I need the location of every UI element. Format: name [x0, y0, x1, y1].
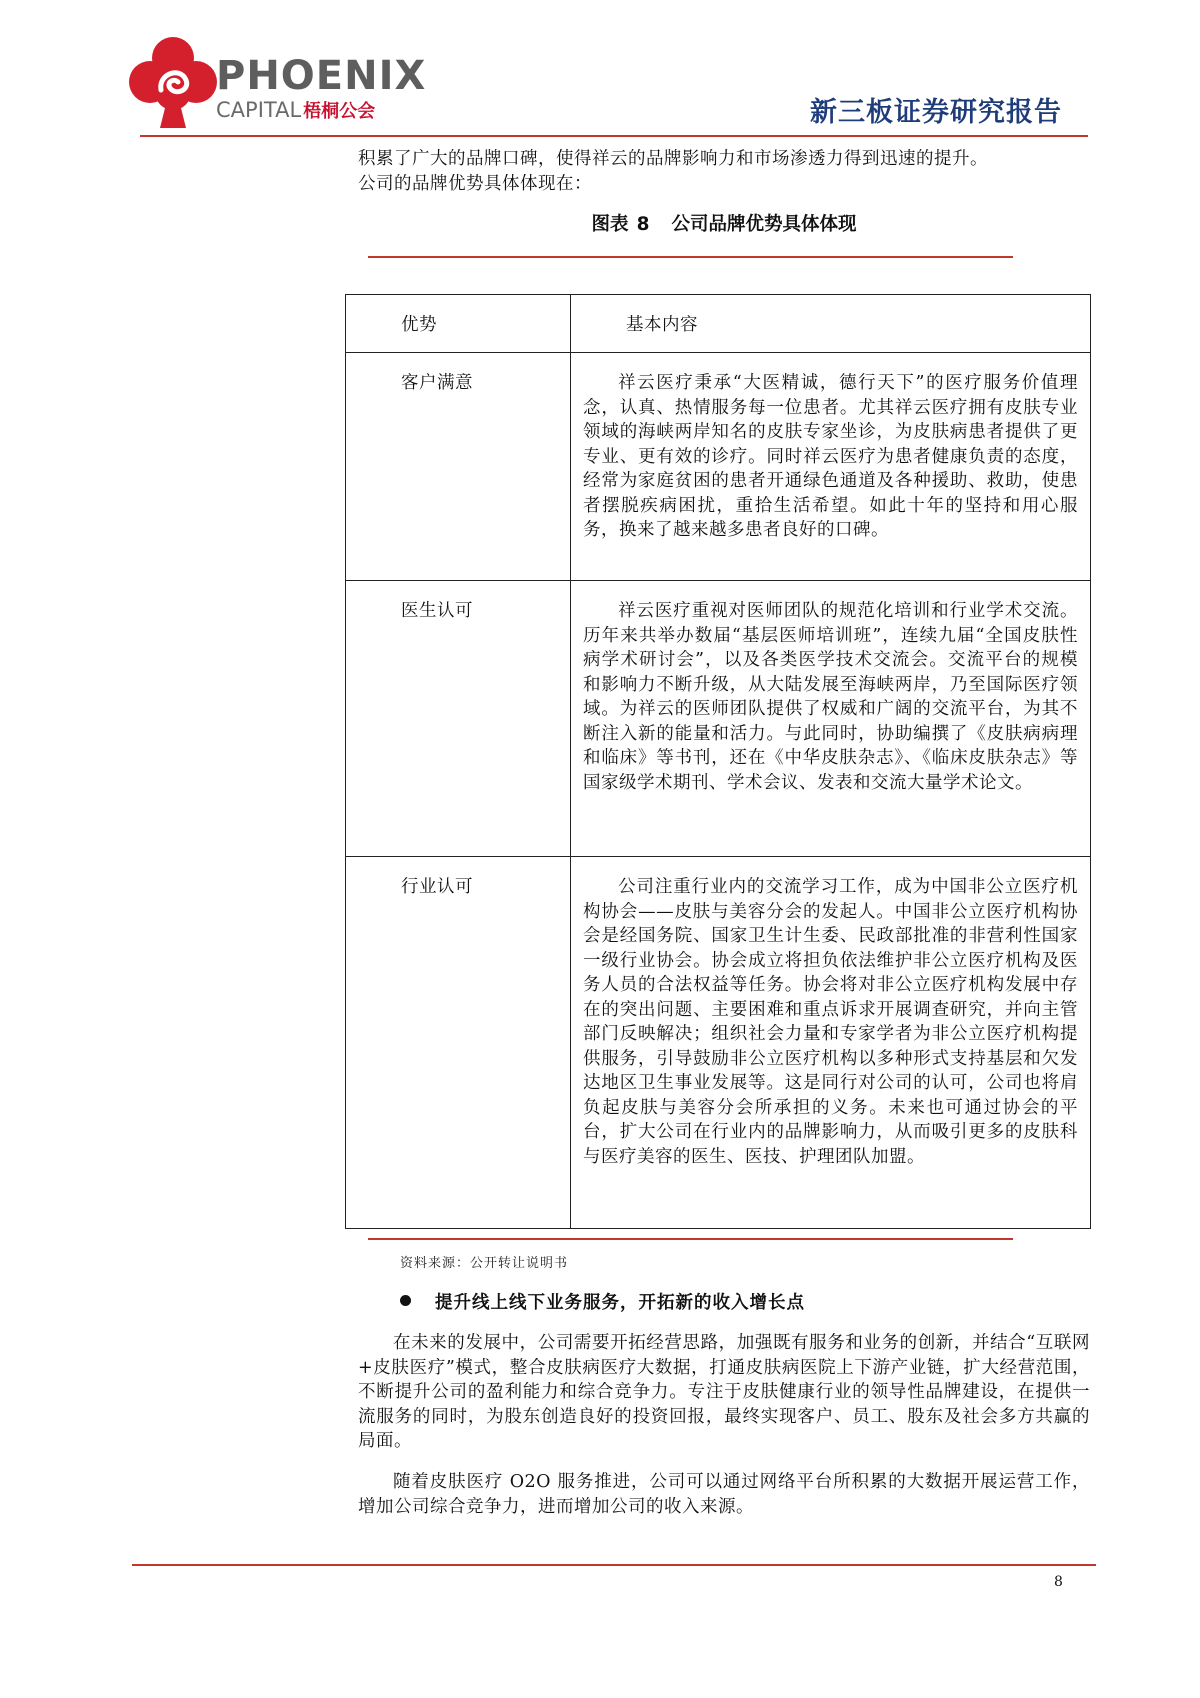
phoenix-logo-icon — [128, 34, 218, 130]
table-row — [346, 581, 1091, 857]
section-bullet-heading — [400, 1289, 805, 1314]
brand-logo-text — [216, 53, 427, 124]
figure-top-rule — [368, 256, 1013, 258]
content-cell — [571, 857, 1091, 1229]
figure-number: 8 — [636, 214, 650, 235]
brand-sub: CAPITAL — [216, 98, 302, 122]
advantage-cell: 医生认可 — [346, 581, 571, 857]
content-text: 公司注重行业内的交流学习工作，成为中国非公立医疗机构协会——皮肤与美容分会的发起人。中国非公立医疗机构协会是经国务院、国家卫生计生委、民政部批准的非营利性国家一级行业协会。协会成立将担负依法维护非公立医疗机构及医务人员的合法权益等任务。协会将对非公立医疗机构发展中存在的突出问题、主要困难和重点诉求开展调查研究，并向主管部门反映解决；组织社会力量和专家学者为非公立医疗机构提供服务，引导鼓励非公立医疗机构以多种形式支持基层和欠发达地区卫生事业发展等。这是同行对公司的认可，公司也将肩负起皮肤与美容分会所承担的义务。未来也可通过协会的平台，扩大公司在行业内的品牌影响力，从而吸引更多的皮肤科与医疗美容的医生、医技、护理团队加盟。 — [583, 877, 1078, 1167]
brand-advantage-table — [345, 294, 1091, 1229]
brand-name: PHOENIX — [216, 53, 427, 99]
bullet-heading-text: 提升线上线下业务服务，开拓新的收入增长点 — [435, 1293, 805, 1313]
header-cell-advantage: 优势 — [346, 295, 571, 353]
report-title: 新三板证券研究报告 — [810, 97, 1062, 128]
figure-label: 图表 — [591, 214, 629, 235]
content-text: 祥云医疗秉承“大医精诚，德行天下”的医疗服务价值理念，认真、热情服务每一位患者。尤其祥云医疗拥有皮肤专业领域的海峡两岸知名的皮肤专家坐诊，为皮肤病患者提供了更专业、更有效的诊疗。同时祥云医疗为患者健康负责的态度，经常为家庭贫困的患者开通绿色通道及各种援助、救助，使患者摆脱疾病困扰，重拾生活希望。如此十年的坚持和用心服务，换来了越来越多患者良好的口碑。 — [583, 373, 1078, 540]
advantage-cell: 客户满意 — [346, 353, 571, 581]
bullet-icon — [400, 1295, 411, 1306]
advantage-cell: 行业认可 — [346, 857, 571, 1229]
intro-paragraph — [358, 147, 1090, 196]
table-row — [346, 857, 1091, 1229]
figure-title: 公司品牌优势具体体现 — [671, 214, 857, 235]
header-divider — [140, 135, 1088, 137]
body-paragraph-1: 在未来的发展中，公司需要开拓经营思路，加强既有服务和业务的创新，并结合“互联网+皮肤医疗”模式，整合皮肤病医疗大数据，打通皮肤病医院上下游产业链，扩大经营范围，不断提升公司的盈利能力和综合竞争力。专注于皮肤健康行业的领导性品牌建设，在提供一流服务的同时，为股东创造良好的投资回报，最终实现客户、员工、股东及社会多方共赢的局面。 — [358, 1333, 1090, 1451]
content-cell — [571, 581, 1091, 857]
brand-subtitle — [216, 98, 426, 124]
table-header-row — [346, 295, 1091, 353]
figure-bottom-rule — [368, 1238, 1013, 1240]
header-cell-content: 基本内容 — [571, 295, 1091, 353]
intro-line-2: 公司的品牌优势具体体现在： — [358, 173, 592, 194]
page-number: 8 — [1054, 1574, 1063, 1590]
figure-caption — [358, 210, 1090, 236]
table-row — [346, 353, 1091, 581]
source-note: 资料来源：公开转让说明书 — [400, 1256, 569, 1271]
footer-divider — [132, 1564, 1096, 1566]
intro-line-1: 积累了广大的品牌口碑，使得祥云的品牌影响力和市场渗透力得到迅速的提升。 — [358, 149, 988, 169]
body-paragraph-2: 随着皮肤医疗 O2O 服务推进，公司可以通过网络平台所积累的大数据开展运营工作，增加公司综合竞争力，进而增加公司的收入来源。 — [358, 1472, 1090, 1517]
brand-cn: 梧桐公会 — [303, 101, 376, 122]
content-cell — [571, 353, 1091, 581]
content-text: 祥云医疗重视对医师团队的规范化培训和行业学术交流。历年来共举办数届“基层医师培训班”，连续九届“全国皮肤性病学术研讨会”，以及各类医学技术交流会。交流平台的规模和影响力不断升级，从大陆发展至海峡两岸，乃至国际医疗领域。为祥云的医师团队提供了权威和广阔的交流平台，为其不断注入新的能量和活力。与此同时，协助编撰了《皮肤病病理和临床》等书刊，还在《中华皮肤杂志》、《临床皮肤杂志》等国家级学术期刊、学术会议、发表和交流大量学术论文。 — [583, 601, 1078, 793]
